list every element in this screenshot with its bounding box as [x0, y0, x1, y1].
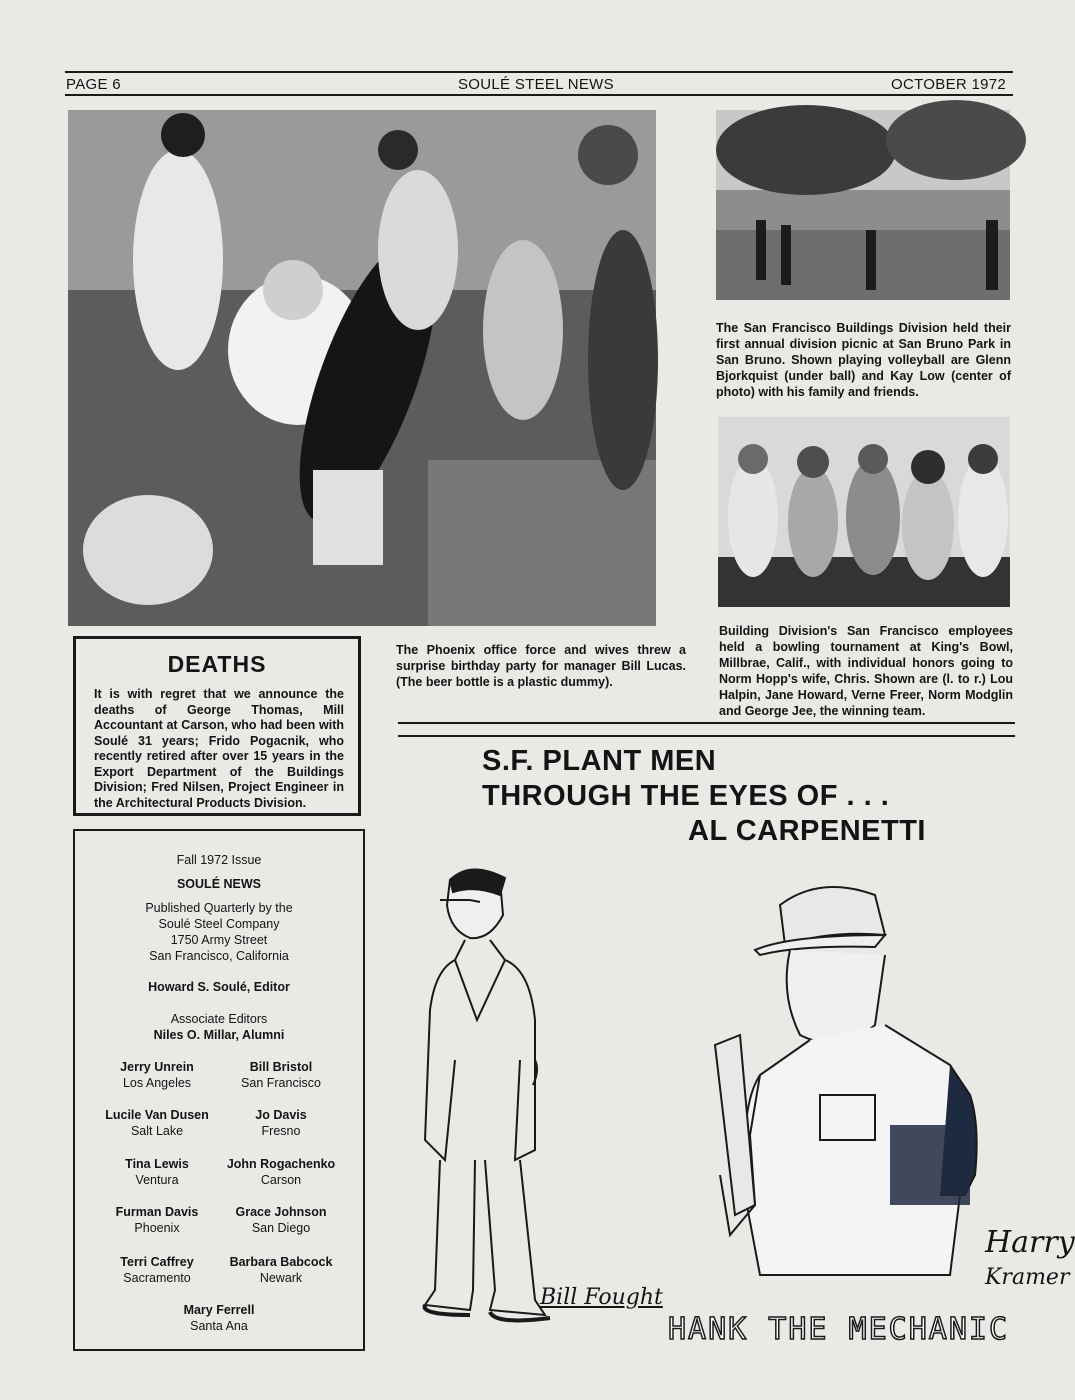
phoenix-party-photo — [68, 110, 656, 626]
editor-city: Carson — [260, 1173, 302, 1187]
bill-fought-sketch — [395, 860, 645, 1340]
masthead-assoc-label: Associate Editors — [170, 1012, 268, 1026]
editor-city: Sacramento — [123, 1271, 191, 1285]
masthead-issue: Fall 1972 Issue — [176, 853, 262, 867]
editor-city: Ventura — [135, 1173, 179, 1187]
phoenix-caption: The Phoenix office force and wives threw a surprise birthday party for manager Bill Lucas. (The beer bottle is a plastic dummy). — [396, 643, 686, 689]
editor-city: Phoenix — [134, 1221, 180, 1235]
header-top-rule — [65, 71, 1013, 73]
masthead-box — [73, 829, 365, 1351]
editor-name: Barbara Babcock — [229, 1255, 333, 1269]
issue-date: OCTOBER 1972 — [891, 76, 1007, 93]
bill-fought-label: Bill Fought — [540, 1285, 663, 1310]
editor-name: Lucile Van Dusen — [105, 1108, 209, 1122]
bowling-photo-shapes — [718, 417, 1010, 607]
bowling-caption: Building Division's San Francisco employees held a bowling tournament at King's Bowl, Millbrae, Calif., with individual honors going to Norm Hopp's wife, Chris. Shown are (l. to r.) Lou Halpin, Jane Howard, Verne Freer, Norm Modglin and George Jee, the winning team. — [719, 624, 1013, 718]
masthead-address-2: San Francisco, California — [149, 949, 289, 963]
editor-city: Santa Ana — [190, 1319, 248, 1333]
editor-name: Furman Davis — [115, 1205, 199, 1219]
header-bottom-rule — [65, 94, 1013, 96]
feature-headline-1: S.F. PLANT MEN — [482, 745, 717, 777]
deaths-title: DEATHS — [167, 651, 267, 677]
masthead-editor: Howard S. Soulé, Editor — [148, 980, 290, 994]
masthead-assoc-alumni: Niles O. Millar, Alumni — [153, 1028, 285, 1042]
bowling-photo — [718, 417, 1010, 607]
feature-headline-2: THROUGH THE EYES OF . . . — [482, 780, 890, 812]
editor-name: John Rogachenko — [226, 1157, 336, 1171]
publication-title: SOULÉ STEEL NEWS — [458, 76, 614, 93]
editor-name: Mary Ferrell — [183, 1303, 255, 1317]
picnic-photo-shapes — [716, 110, 1010, 300]
feature-headline-3: AL CARPENETTI — [688, 815, 926, 847]
editor-city: Salt Lake — [130, 1124, 184, 1138]
masthead-published-2: Soulé Steel Company — [158, 917, 280, 931]
editor-city: Fresno — [261, 1124, 301, 1138]
picnic-photo — [716, 110, 1010, 300]
editor-name: Terri Caffrey — [120, 1255, 194, 1269]
editor-city: San Francisco — [241, 1076, 321, 1090]
artist-signature-2: Kramer — [985, 1265, 1070, 1290]
editor-city: Newark — [259, 1271, 303, 1285]
party-photo-shapes — [68, 110, 656, 626]
masthead-published-1: Published Quarterly by the — [145, 901, 293, 915]
artist-signature-1: Harry — [985, 1225, 1075, 1260]
hank-mechanic-label: HANK THE MECHANIC — [668, 1312, 1010, 1347]
editor-name: Jerry Unrein — [120, 1060, 194, 1074]
hank-mechanic-sketch — [700, 875, 990, 1295]
editor-name: Grace Johnson — [235, 1205, 327, 1219]
editor-name: Tina Lewis — [125, 1157, 189, 1171]
deaths-box — [73, 636, 361, 816]
editor-city: Los Angeles — [122, 1076, 192, 1090]
page-number: PAGE 6 — [66, 76, 121, 93]
editor-name: Bill Bristol — [249, 1060, 313, 1074]
deaths-body: It is with regret that we announce the deaths of George Thomas, Mill Accountant at Carson, who had been with Soulé 31 years; Frido Pogacnik, who recently retired after over 15 years in the Export Department of the Buildings Division; Fred Nilsen, Project Engineer in the Architectural Products Division. — [94, 687, 344, 810]
picnic-caption: The San Francisco Buildings Division held their first annual division picnic at San Bruno Park in San Bruno. Shown playing volleyball are Glenn Bjorkquist (under ball) and Kay Low (center of photo) with his family and friends. — [716, 321, 1011, 399]
masthead-name: SOULÉ NEWS — [176, 877, 262, 891]
editor-city: San Diego — [251, 1221, 311, 1235]
feature-top-rule-2 — [398, 735, 1015, 737]
feature-top-rule — [398, 722, 1015, 724]
editor-name: Jo Davis — [255, 1108, 307, 1122]
masthead-address-1: 1750 Army Street — [170, 933, 268, 947]
